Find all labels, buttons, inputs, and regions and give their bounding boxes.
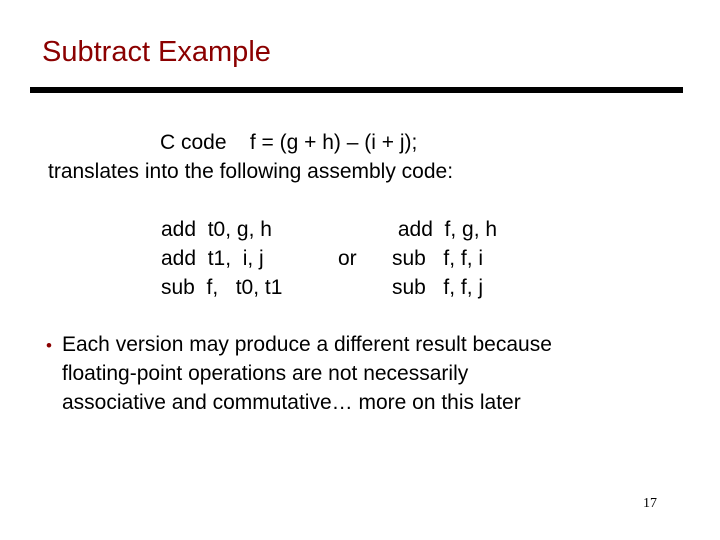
bullet-marker: • [46, 336, 52, 355]
asm-right-line-1: add f, g, h [392, 218, 498, 241]
asm-left-line-3: sub f, t0, t1 [161, 276, 283, 299]
asm-right-line-2: sub f, f, i [392, 247, 484, 270]
or-label: or [338, 247, 357, 270]
title-divider [30, 87, 683, 93]
intro-line-2: translates into the following assembly code: [48, 160, 454, 183]
slide-title: Subtract Example [42, 36, 271, 68]
asm-right-line-3: sub f, f, j [392, 276, 484, 299]
asm-left-line-1: add t0, g, h [161, 218, 272, 241]
bullet-line-2: floating-point operations are not necessarily [62, 362, 469, 385]
asm-left-line-2: add t1, i, j [161, 247, 264, 270]
bullet-line-1: Each version may produce a different result because [62, 333, 552, 356]
intro-line-1: C code f = (g + h) – (i + j); [160, 131, 418, 154]
bullet-line-3: associative and commutative… more on this later [62, 391, 521, 414]
page-number: 17 [643, 496, 657, 511]
